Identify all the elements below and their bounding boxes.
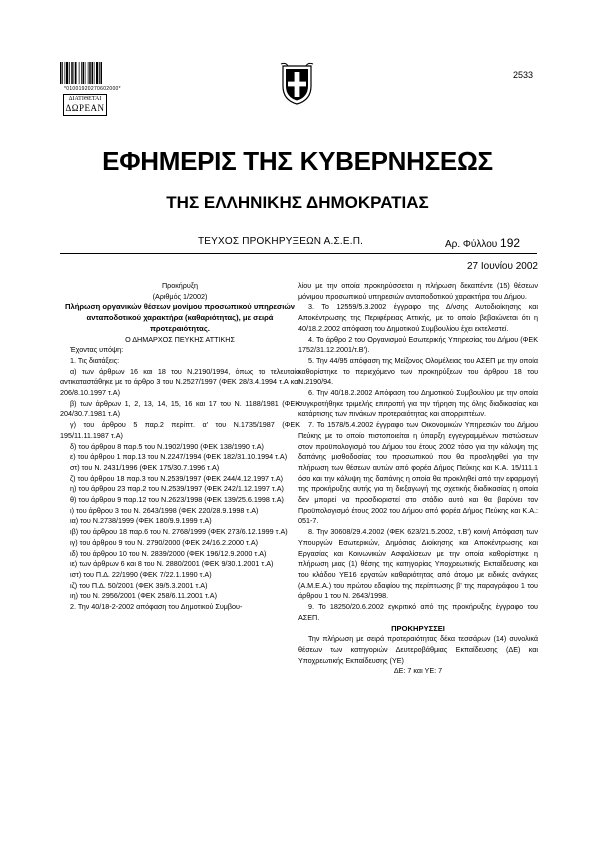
paragraph: λίου με την οποία προκηρύσσεται η πλήρωση δεκαπέντε (15) θέσεων μόνιμου προσωπικού υπηρεσιών ανταποδοτικού χαρακτήρα του Δήμου. [298, 281, 538, 301]
paragraph: 1. Τις διατάξεις: [70, 355, 120, 365]
paragraph: 6. Την 40/18.2.2002 Απόφαση του Δημοτικού Συμβουλίου με την οποία συγκροτήθηκε τριμελής επιτροπή για την τήρηση της όλης διαδικασίας και κατάρτισης των πινάκων προτεραιότητας και απορριπτέων. [298, 388, 538, 419]
right-column [298, 281, 538, 677]
paragraph: ιδ) του άρθρου 10 του Ν. 2839/2000 (ΦΕΚ 196/12.9.2000 τ.Α) [70, 548, 267, 558]
page-number: 2533 [512, 70, 533, 80]
paragraph: Την πλήρωση με σειρά προτεραιότητας δέκα τεσσάρων (14) συνολικά θέσεων των κατηγοριών Δευτεροβάθμιας Εκπαίδευσης (ΔΕ) και Υποχρεωτικής Εκπαίδευσης (ΥΕ) [298, 634, 538, 665]
barcode [60, 62, 115, 84]
header-divider [60, 253, 537, 254]
paragraph: η) του άρθρου 23 παρ.2 του Ν.2539/1997 (ΦΕΚ 242/1.12.1997 τ.Α) [70, 484, 284, 494]
free-label-top: ΔΙΑΤΙΘΕΤΑΙ [68, 96, 102, 102]
paragraph: ιβ) του άρθρου 18 παρ.6 του Ν. 2768/1999 (ΦΕΚ 273/6.12.1999 τ.Α) [70, 527, 288, 537]
paragraph: γ) του άρθρου 5 παρ.2 περίπτ. α' του Ν.1735/1987 (ΦΕΚ 195/11.11.1987 τ.Α) [60, 420, 300, 440]
paragraph: θ) του άρθρου 9 παρ.12 του Ν.2623/1998 (ΦΕΚ 139/25.6.1998 τ.Α) [70, 495, 284, 505]
paragraph: ιγ) του άρθρου 9 του Ν. 2790/2000 (ΦΕΚ 24/16.2.2000 τ.Α) [70, 537, 259, 547]
paragraph: 2. Την 40/18-2-2002 απόφαση του Δημοτικού Συμβου- [70, 602, 243, 612]
sheet-number-line [445, 236, 520, 250]
paragraph: Πλήρωση οργανικών θέσεων μονίμου προσωπικού υπηρεσιών ανταποδοτικού χαρακτήρα (καθαριότητας), με σειρά προτεραιότητας. [65, 302, 295, 333]
paragraph: ΠΡΟΚΗΡΥΣΣΕΙ [391, 623, 445, 633]
gazette-title: ΕΦΗΜΕΡΙΣ ΤΗΣ ΚΥΒΕΡΝΗΣΕΩΣ [102, 146, 493, 176]
paragraph: Ο ΔΗΜΑΡΧΟΣ ΠΕΥΚΗΣ ΑΤΤΙΚΗΣ [125, 334, 235, 344]
paragraph: α) των άρθρων 16 και 18 του Ν.2190/1994, όπως το τελευταίο αντικαταστάθηκε με το άρθρο 3 του Ν.2527/1997 (ΦΕΚ 28/3.4.1994 τ.Α και 206/8.10.1997 τ.Α) [60, 366, 300, 398]
barcode-number: *01001920270602000* [64, 86, 121, 92]
greek-coat-of-arms-icon [280, 62, 314, 106]
paragraph: ιστ) του Π.Δ. 22/1990 (ΦΕΚ 7/22.1.1990 τ.Α) [70, 569, 212, 579]
paragraph: 5. Την 44/95 απόφαση της Μείζονος Ολομέλειας του ΑΣΕΠ με την οποία καθορίστηκε το περιεχόμενο των προκηρύξεων του άρθρου 18 του Ν.2190/94. [298, 355, 538, 387]
paragraph: στ) του Ν. 2431/1996 (ΦΕΚ 175/30.7.1996 τ.Α) [70, 462, 220, 472]
paragraph: 7. Το 1578/5.4.2002 έγγραφο των Οικονομικών Υπηρεσιών του Δήμου Πεύκης με το οποίο πιστοποιείται η ύπαρξη εγγεγραμμένων πιστώσεων στον προϋπολογισμό του Δήμου του έτους 2002 τόσο για την κάλυψη της δαπάνης μισθοδοσίας του προσωπικού που θα προσληφθεί για την πλήρωση των θέσεων αυτών από φορέα Δήμος Πεύκης και Κ.Α. 15/111.1 όσο και την κάλυψη της δαπάνης η οποία θα προκληθεί από την εφαρμογή της προκήρυξης αυτής για τη διεξαγωγή της σχετικής διαδικασίας η οποία δεν μπορεί να προσδιοριστεί στο στάδιο αυτό και θα βαρύνει τον Προϋπολογισμό έτους 2002 του Δήμου από φορέα Δήμος Πεύκης και Κ.Α.: 051-7. [298, 420, 538, 526]
paragraph: (Αριθμός 1/2002) [152, 291, 208, 301]
paragraph: Προκήρυξη [161, 281, 199, 290]
left-column [60, 281, 300, 613]
paragraph: ΔΕ: 7 και ΥΕ: 7 [393, 666, 443, 676]
sheet-label: Αρ. Φύλλου [445, 239, 498, 250]
sheet-number: 192 [500, 236, 521, 250]
paragraph: ιζ) του Π.Δ. 50/2001 (ΦΕΚ 39/5.3.2001 τ.Α) [70, 580, 208, 590]
paragraph: β) των άρθρων 1, 2, 13, 14, 15, 16 και 17 του Ν. 1188/1981 (ΦΕΚ 204/30.7.1981 τ.Α) [60, 398, 300, 419]
gazette-subtitle: ΤΗΣ ΕΛΛΗΝΙΚΗΣ ΔΗΜΟΚΡΑΤΙΑΣ [166, 193, 429, 212]
free-distribution-stamp [63, 94, 107, 116]
paragraph: 3. Το 12559/5.3.2002 έγγραφο της Δ/νσης Αυτοδιοίκησης και Αποκέντρωσης της Περιφέρειας Αττικής, με το οποίο βεβαιώνεται ότι η 40/18.2.2002 απόφαση του Δημοτικού Συμβουλίου έχει εκτελεστεί. [298, 302, 538, 333]
paragraph: ι) του άρθρου 3 του Ν. 2643/1998 (ΦΕΚ 220/28.9.1998 τ.Α) [70, 505, 259, 515]
paragraph: ιη) του Ν. 2956/2001 (ΦΕΚ 258/6.11.2001 τ.Α) [70, 591, 217, 601]
paragraph: δ) του άρθρου 8 παρ.5 του Ν.1902/1990 (ΦΕΚ 138/1990 τ.Α) [70, 441, 264, 451]
paragraph: ε) του άρθρου 1 παρ.13 του Ν.2247/1994 (ΦΕΚ 182/31.10.1994 τ.Α) [70, 452, 288, 462]
paragraph: ια) του Ν.2738/1999 (ΦΕΚ 180/9.9.1999 τ.Α) [70, 516, 212, 526]
paragraph: 9. Το 18250/20.6.2002 εγκριτικό από της προκήρυξης έγγραφο του ΑΣΕΠ. [298, 602, 538, 622]
paragraph: Έχοντας υπόψη: [70, 345, 124, 355]
free-label-bottom: ΔΩΡΕΑΝ [65, 103, 105, 113]
paragraph: ιε) των άρθρων 6 και 8 του Ν. 2880/2001 (ΦΕΚ 9/30.1.2001 τ.Α) [70, 559, 274, 569]
issue-type: ΤΕΥΧΟΣ ΠΡΟΚΗΡΥΞΕΩΝ Α.Σ.Ε.Π. [198, 236, 364, 247]
paragraph: 8. Την 30608/29.4.2002 (ΦΕΚ 623/21.5.2002, τ.Β') κοινή Απόφαση των Υπουργών Εσωτερικών, Δημόσιας Διοίκησης και Αποκέντρωσης και Εργασίας και Κοινωνικών Ασφαλίσεων με την οποία καθορίστηκε η πλήρωση μιας (1) θέσης της κατηγορίας Υποχρεωτικής Εκπαίδευσης και του κλάδου ΥΕ16 εργατών καθαριότητας από άτομο με ειδικές ανάγκες (Α.Μ.Ε.Α.) του πρώτου εδαφίου της περίπτωσης β' της παραγράφου 1 του άρθρου 1 του Ν. 2643/1998. [298, 527, 538, 601]
paragraph: 4. Το άρθρο 2 του Οργανισμού Εσωτερικής Υπηρεσίας του Δήμου (ΦΕΚ 1752/31.12.2001/τ.Β'). [298, 334, 538, 355]
issue-date: 27 Ιουνίου 2002 [467, 261, 538, 272]
paragraph: ζ) του άρθρου 18 παρ.3 του Ν.2539/1997 (ΦΕΚ 244/4.12.1997 τ.Α) [70, 473, 284, 483]
